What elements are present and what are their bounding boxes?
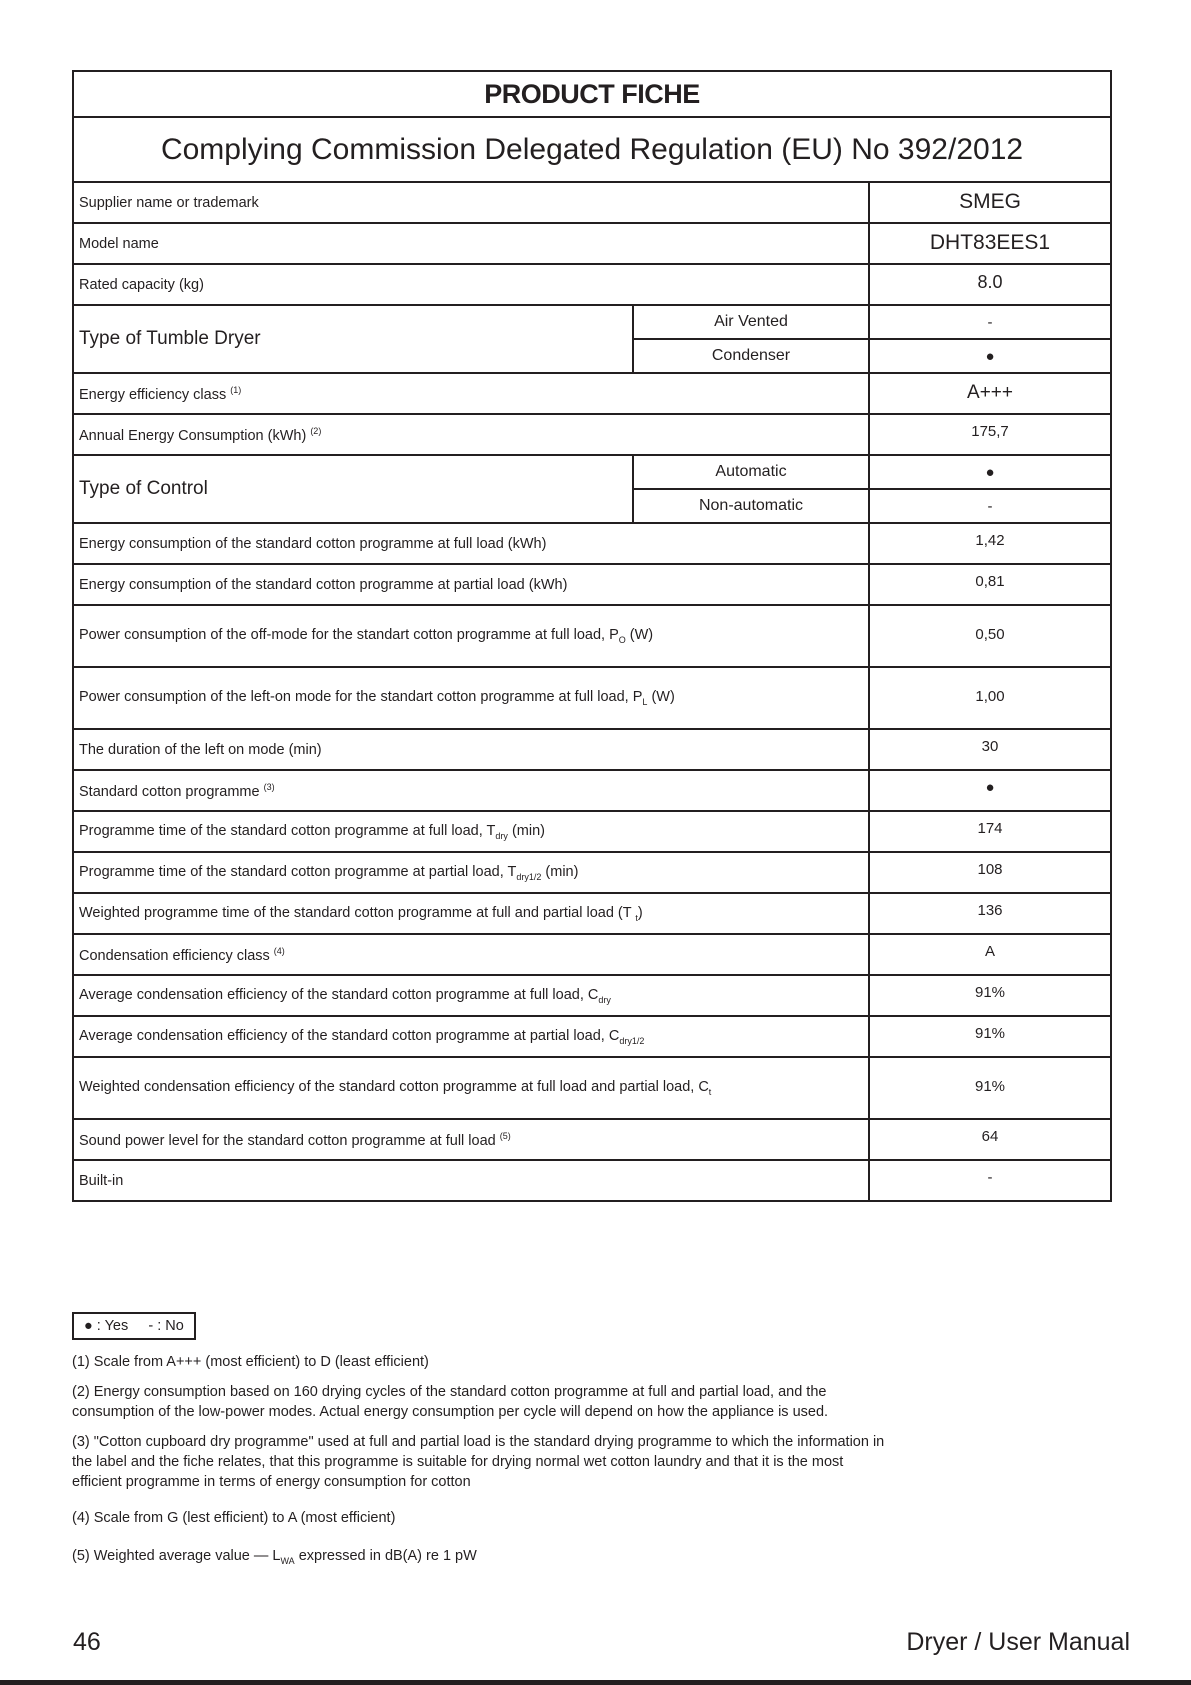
sub-label: Condenser xyxy=(633,339,869,373)
row-value: 64 xyxy=(869,1119,1111,1160)
footnote-3: (3) "Cotton cupboard dry programme" used at full and partial load is the standard drying programme to which the information in the label and the fiche relates, that this programme is suitable for drying normal wet cotton laundry and that it is the most efficient programme in terms of energy consumption for cotton xyxy=(72,1434,885,1490)
row-label: Weighted condensation efficiency of the standard cotton programme at full load and partial load, $C_t$ xyxy=(73,1057,869,1119)
row-label: Model name xyxy=(73,223,869,264)
row-value: 0,50 xyxy=(869,605,1111,667)
yes-no-legend: ● : Yes - : No xyxy=(72,1312,196,1340)
row-value: 1,42 xyxy=(869,523,1111,564)
row-value: A xyxy=(869,934,1111,975)
row-label: The duration of the left on mode (min) xyxy=(73,729,869,770)
footnotes xyxy=(72,1352,892,1581)
row-value: 8.0 xyxy=(869,264,1111,305)
row-label: Annual Energy Consumption (kWh) $^{(2)}$ xyxy=(73,414,869,455)
row-label: Type of Tumble Dryer xyxy=(73,305,633,373)
built-in-row xyxy=(73,1160,1111,1201)
row-label: Energy consumption of the standard cotton programme at partial load (kWh) xyxy=(73,564,869,605)
time-weighted-row xyxy=(73,893,1111,934)
row-value: - xyxy=(869,1160,1111,1201)
model-row xyxy=(73,223,1111,264)
regulation-row xyxy=(73,117,1111,182)
cond-full-row xyxy=(73,975,1111,1016)
row-value: - xyxy=(869,489,1111,523)
row-value: 1,00 xyxy=(869,667,1111,729)
row-label: Rated capacity (kg) xyxy=(73,264,869,305)
capacity-row xyxy=(73,264,1111,305)
row-value: 108 xyxy=(869,852,1111,893)
regulation-text: Complying Commission Delegated Regulation (EU) No 392/2012 xyxy=(73,117,1111,182)
fiche-title: PRODUCT FICHE xyxy=(73,71,1111,117)
dryer-type-row xyxy=(73,305,1111,339)
footnote-1: (1) Scale from A+++ (most efficient) to D (least efficient) xyxy=(72,1354,429,1370)
title-row xyxy=(73,71,1111,117)
row-value: DHT83EES1 xyxy=(869,223,1111,264)
row-label: Condensation efficiency class $^{(4)}$ xyxy=(73,934,869,975)
row-value: 136 xyxy=(869,893,1111,934)
footnote-4: (4) Scale from G (lest efficient) to A (most efficient) xyxy=(72,1510,396,1526)
row-value: 91% xyxy=(869,975,1111,1016)
row-label: Built-in xyxy=(73,1160,869,1201)
row-value: 0,81 xyxy=(869,564,1111,605)
footnote-5: (5) Weighted average value — $L_{WA}$ expressed in dB(A) re 1 pW xyxy=(72,1548,477,1566)
row-value: ● xyxy=(869,455,1111,489)
row-label: Programme time of the standard cotton programme at full load, $T_{dry}$ (min) xyxy=(73,811,869,852)
bottom-rule xyxy=(0,1680,1191,1685)
std-programme-row xyxy=(73,770,1111,811)
control-type-row xyxy=(73,455,1111,489)
sub-label: Non-automatic xyxy=(633,489,869,523)
row-value: 91% xyxy=(869,1016,1111,1057)
row-label: Supplier name or trademark xyxy=(73,182,869,223)
footnote-2: (2) Energy consumption based on 160 drying cycles of the standard cotton programme at full and partial load, and the consumption of the low-power modes. Actual energy consumption per cycle will depend on how the appliance is used. xyxy=(72,1384,829,1420)
row-label: Power consumption of the left-on mode for the standart cotton programme at full load, $P_L$ (W) xyxy=(73,667,869,729)
row-label: Average condensation efficiency of the standard cotton programme at partial load, $C_{dry1/2}$ xyxy=(73,1016,869,1057)
energy-full-row xyxy=(73,523,1111,564)
row-value: 30 xyxy=(869,729,1111,770)
row-value: 175,7 xyxy=(869,414,1111,455)
lefton-duration-row xyxy=(73,729,1111,770)
row-label: Standard cotton programme $^{(3)}$ xyxy=(73,770,869,811)
sub-label: Air Vented xyxy=(633,305,869,339)
row-label: Energy efficiency class $^{(1)}$ xyxy=(73,373,869,414)
energy-partial-row xyxy=(73,564,1111,605)
cond-weighted-row xyxy=(73,1057,1111,1119)
row-label: Average condensation efficiency of the standard cotton programme at full load, $C_{dry}$ xyxy=(73,975,869,1016)
row-label: Programme time of the standard cotton programme at partial load, $T_{dry1/2}$ (min) xyxy=(73,852,869,893)
row-value: ● xyxy=(869,770,1111,811)
time-partial-row xyxy=(73,852,1111,893)
manual-title: Dryer / User Manual xyxy=(906,1628,1130,1656)
row-label: Power consumption of the off-mode for the standart cotton programme at full load, $P_O$ (W) xyxy=(73,605,869,667)
energy-class-row xyxy=(73,373,1111,414)
row-value: - xyxy=(869,305,1111,339)
row-value: SMEG xyxy=(869,182,1111,223)
power-off-row xyxy=(73,605,1111,667)
cond-partial-row xyxy=(73,1016,1111,1057)
sound-row xyxy=(73,1119,1111,1160)
row-value: A+++ xyxy=(869,373,1111,414)
row-label: Weighted programme time of the standard cotton programme at full and partial load (T $_t$) xyxy=(73,893,869,934)
row-label: Type of Control xyxy=(73,455,633,523)
cond-class-row xyxy=(73,934,1111,975)
time-full-row xyxy=(73,811,1111,852)
supplier-row xyxy=(73,182,1111,223)
row-value: 174 xyxy=(869,811,1111,852)
page-number: 46 xyxy=(73,1628,101,1656)
row-label: Energy consumption of the standard cotton programme at full load (kWh) xyxy=(73,523,869,564)
row-value: ● xyxy=(869,339,1111,373)
sub-label: Automatic xyxy=(633,455,869,489)
row-label: Sound power level for the standard cotton programme at full load $^{(5)}$ xyxy=(73,1119,869,1160)
product-fiche-table xyxy=(72,70,1112,1202)
annual-energy-row xyxy=(73,414,1111,455)
power-lefton-row xyxy=(73,667,1111,729)
row-value: 91% xyxy=(869,1057,1111,1119)
